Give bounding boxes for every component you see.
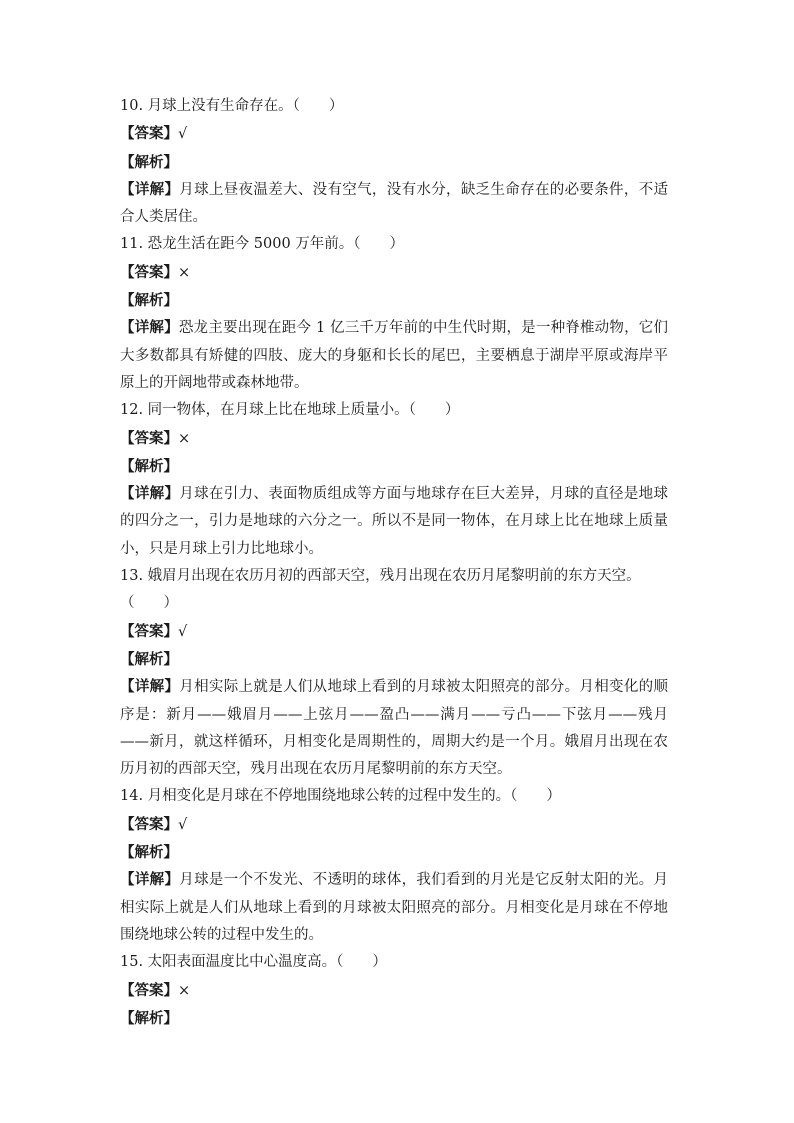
answer-label: 【答案】	[120, 981, 178, 999]
answer-value: √	[178, 816, 188, 833]
answer-label: 【答案】	[120, 125, 178, 143]
detail-label: 【详解】	[120, 319, 179, 337]
question-text: 14. 月相变化是月球在不停地围绕地球公转的过程中发生的。（ ）	[120, 788, 561, 805]
analysis-label: 【解析】	[120, 650, 178, 668]
answer-value: √	[178, 126, 188, 143]
question-text: 15. 太阳表面温度比中心温度高。（ ）	[120, 954, 387, 971]
question-block-15	[120, 949, 668, 1032]
analysis-label: 【解析】	[120, 457, 178, 475]
answer-line	[120, 977, 668, 1005]
detail-line	[120, 480, 668, 563]
question-text-continued: （ ）	[120, 595, 178, 612]
question-text: 11. 恐龙生活在距今 5000 万年前。（ ）	[120, 236, 405, 253]
answer-value: ×	[178, 264, 191, 281]
analysis-label: 【解析】	[120, 844, 178, 862]
analysis-label: 【解析】	[120, 153, 178, 171]
detail-text: 月球上昼夜温差大、没有空气，没有水分，缺乏生命存在的必要条件，不适合人类居住。	[120, 181, 669, 226]
question-text: 12. 同一物体，在月球上比在地球上质量小。（ ）	[120, 402, 460, 419]
detail-label: 【详解】	[120, 678, 180, 696]
answer-line	[120, 259, 668, 287]
answer-label: 【答案】	[120, 263, 178, 281]
answer-value: ×	[178, 430, 191, 447]
answer-value: ×	[178, 982, 191, 999]
detail-line	[120, 866, 668, 949]
detail-line	[120, 314, 668, 397]
answer-line	[120, 120, 668, 148]
question-text: 10. 月球上没有生命存在。（ ）	[120, 98, 344, 114]
answer-label: 【答案】	[120, 429, 178, 447]
detail-line	[120, 176, 668, 232]
analysis-label: 【解析】	[120, 292, 178, 310]
answer-label: 【答案】	[120, 815, 178, 833]
question-block-13	[120, 563, 668, 783]
detail-text: 月球在引力、表面物质组成等方面与地球存在巨大差异，月球的直径是地球的四分之一，引力是地球的六分之一。所以不是同一物体，在月球上比在地球上质量小，只是月球上引力比地球小。	[120, 486, 669, 557]
question-block-11	[120, 231, 668, 397]
answer-value: √	[178, 623, 188, 640]
answer-line	[120, 425, 668, 453]
detail-label: 【详解】	[120, 180, 180, 198]
answer-label: 【答案】	[120, 622, 178, 640]
detail-text: 月球是一个不发光、不透明的球体，我们看到的月光是它反射太阳的光。月相实际上就是人们从地球上看到的月球被太阳照亮的部分。月相变化是月球在不停地围绕地球公转的过程中发生的。	[120, 872, 669, 943]
detail-label: 【详解】	[120, 871, 180, 889]
answer-line	[120, 811, 668, 839]
answer-line	[120, 618, 668, 646]
question-block-14	[120, 783, 668, 949]
detail-label: 【详解】	[120, 485, 180, 503]
document-page	[120, 93, 668, 1032]
question-block-10	[120, 93, 668, 231]
question-text: 13. 娥眉月出现在农历月初的西部天空，残月出现在农历月尾黎明前的东方天空。	[120, 568, 641, 585]
detail-text: 月相实际上就是人们从地球上看到的月球被太阳照亮的部分。月相变化的顺序是：新月——娥眉月——上弦月——盈凸——满月——亏凸——下弦月——残月——新月，就这样循环，月相变化是周期性的，周期大约是一个月。娥眉月出现在农历月初的西部天空，残月出现在农历月尾黎明前的东方天空。	[120, 679, 669, 778]
detail-line	[120, 673, 668, 783]
question-block-12	[120, 397, 668, 563]
analysis-label: 【解析】	[120, 1009, 178, 1027]
detail-text: 恐龙主要出现在距今 1 亿三千万年前的中生代时期，是一种脊椎动物，它们大多数都具有矫健的四肢、庞大的身躯和长长的尾巴，主要栖息于湖岸平原或海岸平原上的开阔地带或森林地带。	[120, 320, 668, 391]
